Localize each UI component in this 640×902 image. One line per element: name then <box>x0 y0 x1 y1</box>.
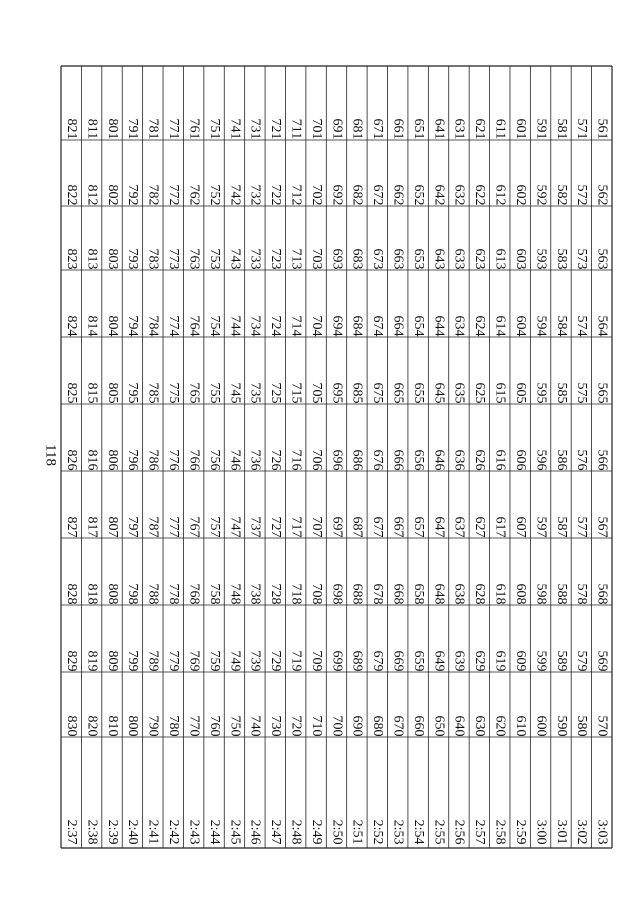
value-cell: 758 <box>206 583 222 605</box>
value-cell: 805 <box>104 382 120 404</box>
value-cell: 725 <box>268 382 284 404</box>
value-cell: 629 <box>472 650 488 672</box>
value-cell: 764 <box>186 315 202 337</box>
value-cell: 796 <box>125 449 141 471</box>
value-cell: 801 <box>104 118 120 140</box>
value-cell: 568 <box>594 583 610 605</box>
value-cell: 776 <box>165 449 181 471</box>
value-cell: 676 <box>370 449 386 471</box>
value-cell: 763 <box>186 248 202 270</box>
value-cell: 589 <box>553 650 569 672</box>
value-cell: 752 <box>206 184 222 206</box>
value-cell: 722 <box>268 184 284 206</box>
value-cell: 699 <box>329 650 345 672</box>
value-cell: 814 <box>84 315 100 337</box>
value-cell: 654 <box>410 315 426 337</box>
value-cell: 657 <box>410 516 426 538</box>
value-cell: 721 <box>268 118 284 140</box>
value-cell: 806 <box>104 449 120 471</box>
value-cell: 645 <box>431 382 447 404</box>
value-cell: 829 <box>63 650 79 672</box>
value-cell: 705 <box>308 382 324 404</box>
value-cell: 754 <box>206 315 222 337</box>
value-cell: 824 <box>63 315 79 337</box>
value-cell: 807 <box>104 516 120 538</box>
time-cell: 2:47 <box>268 819 284 845</box>
value-cell: 716 <box>288 449 304 471</box>
value-cell: 738 <box>247 583 263 605</box>
value-cell: 650 <box>431 715 447 737</box>
value-cell: 771 <box>165 118 181 140</box>
value-cell: 706 <box>308 449 324 471</box>
value-cell: 816 <box>84 449 100 471</box>
value-cell: 736 <box>247 449 263 471</box>
value-cell: 603 <box>512 248 528 270</box>
value-cell: 586 <box>553 449 569 471</box>
value-cell: 726 <box>268 449 284 471</box>
value-cell: 755 <box>206 382 222 404</box>
value-cell: 573 <box>574 248 590 270</box>
table-cells <box>64 119 610 845</box>
value-cell: 591 <box>533 118 549 140</box>
value-cell: 785 <box>145 382 161 404</box>
value-cell: 802 <box>104 184 120 206</box>
value-cell: 789 <box>145 650 161 672</box>
value-cell: 640 <box>451 715 467 737</box>
value-cell: 714 <box>288 315 304 337</box>
value-cell: 702 <box>308 184 324 206</box>
value-cell: 822 <box>63 184 79 206</box>
time-cell: 2:40 <box>125 819 141 845</box>
value-cell: 743 <box>227 248 243 270</box>
value-cell: 713 <box>288 248 304 270</box>
value-cell: 709 <box>308 650 324 672</box>
value-cell: 810 <box>104 715 120 737</box>
value-cell: 581 <box>553 118 569 140</box>
value-cell: 733 <box>247 248 263 270</box>
value-cell: 693 <box>329 248 345 270</box>
value-cell: 636 <box>451 449 467 471</box>
value-cell: 604 <box>512 315 528 337</box>
value-cell: 628 <box>472 583 488 605</box>
value-cell: 691 <box>329 118 345 140</box>
value-cell: 682 <box>349 184 365 206</box>
value-cell: 793 <box>125 248 141 270</box>
value-cell: 723 <box>268 248 284 270</box>
value-cell: 775 <box>165 382 181 404</box>
value-cell: 588 <box>553 583 569 605</box>
value-cell: 610 <box>512 715 528 737</box>
value-cell: 575 <box>574 382 590 404</box>
value-cell: 570 <box>594 715 610 737</box>
value-cell: 585 <box>553 382 569 404</box>
value-cell: 830 <box>63 715 79 737</box>
value-cell: 745 <box>227 382 243 404</box>
value-cell: 786 <box>145 449 161 471</box>
value-cell: 644 <box>431 315 447 337</box>
value-cell: 735 <box>247 382 263 404</box>
value-cell: 620 <box>492 715 508 737</box>
value-cell: 707 <box>308 516 324 538</box>
value-cell: 740 <box>247 715 263 737</box>
value-cell: 661 <box>390 118 406 140</box>
value-cell: 787 <box>145 516 161 538</box>
value-cell: 599 <box>533 650 549 672</box>
value-cell: 593 <box>533 248 549 270</box>
value-cell: 561 <box>594 118 610 140</box>
value-cell: 828 <box>63 583 79 605</box>
time-cell: 2:56 <box>451 819 467 845</box>
value-cell: 679 <box>370 650 386 672</box>
value-cell: 667 <box>390 516 406 538</box>
value-cell: 607 <box>512 516 528 538</box>
value-cell: 803 <box>104 248 120 270</box>
value-cell: 766 <box>186 449 202 471</box>
value-cell: 686 <box>349 449 365 471</box>
value-cell: 718 <box>288 583 304 605</box>
time-cell: 2:44 <box>206 819 222 845</box>
value-cell: 730 <box>268 715 284 737</box>
value-cell: 587 <box>553 516 569 538</box>
value-cell: 616 <box>492 449 508 471</box>
value-cell: 562 <box>594 184 610 206</box>
value-cell: 647 <box>431 516 447 538</box>
value-cell: 761 <box>186 118 202 140</box>
value-cell: 697 <box>329 516 345 538</box>
value-cell: 774 <box>165 315 181 337</box>
time-cell: 2:37 <box>63 819 79 845</box>
value-cell: 637 <box>451 516 467 538</box>
value-cell: 655 <box>410 382 426 404</box>
value-cell: 658 <box>410 583 426 605</box>
value-cell: 739 <box>247 650 263 672</box>
value-cell: 582 <box>553 184 569 206</box>
value-cell: 569 <box>594 650 610 672</box>
value-cell: 672 <box>370 184 386 206</box>
value-cell: 626 <box>472 449 488 471</box>
value-cell: 783 <box>145 248 161 270</box>
time-cell: 2:43 <box>186 819 202 845</box>
time-cell: 2:58 <box>492 819 508 845</box>
value-cell: 668 <box>390 583 406 605</box>
value-cell: 689 <box>349 650 365 672</box>
value-cell: 662 <box>390 184 406 206</box>
value-cell: 681 <box>349 118 365 140</box>
value-cell: 809 <box>104 650 120 672</box>
value-cell: 756 <box>206 449 222 471</box>
value-cell: 818 <box>84 583 100 605</box>
value-cell: 609 <box>512 650 528 672</box>
time-cell: 2:55 <box>431 819 447 845</box>
time-cell: 2:39 <box>104 819 120 845</box>
value-cell: 821 <box>63 118 79 140</box>
value-cell: 563 <box>594 248 610 270</box>
value-cell: 683 <box>349 248 365 270</box>
value-cell: 719 <box>288 650 304 672</box>
value-cell: 673 <box>370 248 386 270</box>
value-cell: 727 <box>268 516 284 538</box>
value-cell: 688 <box>349 583 365 605</box>
value-cell: 797 <box>125 516 141 538</box>
time-cell: 2:45 <box>227 819 243 845</box>
value-cell: 708 <box>308 583 324 605</box>
time-cell: 3:00 <box>533 819 549 845</box>
value-cell: 565 <box>594 382 610 404</box>
value-cell: 798 <box>125 583 141 605</box>
value-cell: 759 <box>206 650 222 672</box>
value-cell: 656 <box>410 449 426 471</box>
value-cell: 633 <box>451 248 467 270</box>
value-cell: 732 <box>247 184 263 206</box>
value-cell: 770 <box>186 715 202 737</box>
value-cell: 597 <box>533 516 549 538</box>
value-cell: 613 <box>492 248 508 270</box>
value-cell: 720 <box>288 715 304 737</box>
value-cell: 744 <box>227 315 243 337</box>
value-cell: 566 <box>594 449 610 471</box>
value-cell: 696 <box>329 449 345 471</box>
value-cell: 748 <box>227 583 243 605</box>
time-cell: 2:52 <box>370 819 386 845</box>
value-cell: 622 <box>472 184 488 206</box>
value-cell: 692 <box>329 184 345 206</box>
time-cell: 2:49 <box>308 819 324 845</box>
value-cell: 704 <box>308 315 324 337</box>
value-cell: 670 <box>390 715 406 737</box>
value-cell: 617 <box>492 516 508 538</box>
value-cell: 590 <box>553 715 569 737</box>
value-cell: 799 <box>125 650 141 672</box>
time-cell: 2:46 <box>247 819 263 845</box>
time-cell: 2:59 <box>512 819 528 845</box>
value-cell: 685 <box>349 382 365 404</box>
time-cell: 2:50 <box>329 819 345 845</box>
value-cell: 729 <box>268 650 284 672</box>
value-cell: 677 <box>370 516 386 538</box>
value-cell: 632 <box>451 184 467 206</box>
value-cell: 600 <box>533 715 549 737</box>
value-cell: 690 <box>349 715 365 737</box>
value-cell: 652 <box>410 184 426 206</box>
value-cell: 700 <box>329 715 345 737</box>
value-cell: 608 <box>512 583 528 605</box>
value-cell: 817 <box>84 516 100 538</box>
value-cell: 635 <box>451 382 467 404</box>
value-cell: 772 <box>165 184 181 206</box>
time-cell: 2:57 <box>472 819 488 845</box>
value-cell: 584 <box>553 315 569 337</box>
value-cell: 790 <box>145 715 161 737</box>
value-cell: 767 <box>186 516 202 538</box>
time-cell: 2:53 <box>390 819 406 845</box>
value-cell: 660 <box>410 715 426 737</box>
value-cell: 757 <box>206 516 222 538</box>
value-cell: 666 <box>390 449 406 471</box>
value-cell: 746 <box>227 449 243 471</box>
value-cell: 784 <box>145 315 161 337</box>
value-cell: 592 <box>533 184 549 206</box>
value-cell: 773 <box>165 248 181 270</box>
value-cell: 747 <box>227 516 243 538</box>
value-cell: 825 <box>63 382 79 404</box>
value-cell: 671 <box>370 118 386 140</box>
value-cell: 618 <box>492 583 508 605</box>
value-cell: 717 <box>288 516 304 538</box>
value-cell: 781 <box>145 118 161 140</box>
value-cell: 788 <box>145 583 161 605</box>
value-cell: 684 <box>349 315 365 337</box>
value-cell: 572 <box>574 184 590 206</box>
time-cell: 3:02 <box>574 819 590 845</box>
value-cell: 820 <box>84 715 100 737</box>
value-cell: 780 <box>165 715 181 737</box>
value-cell: 612 <box>492 184 508 206</box>
value-cell: 577 <box>574 516 590 538</box>
value-cell: 579 <box>574 650 590 672</box>
value-cell: 823 <box>63 248 79 270</box>
value-cell: 623 <box>472 248 488 270</box>
value-cell: 619 <box>492 650 508 672</box>
page-number: 118 <box>42 444 59 466</box>
value-cell: 742 <box>227 184 243 206</box>
value-cell: 782 <box>145 184 161 206</box>
value-cell: 564 <box>594 315 610 337</box>
value-cell: 819 <box>84 650 100 672</box>
value-cell: 596 <box>533 449 549 471</box>
value-cell: 779 <box>165 650 181 672</box>
value-cell: 795 <box>125 382 141 404</box>
time-cell: 2:41 <box>145 819 161 845</box>
value-cell: 731 <box>247 118 263 140</box>
value-cell: 605 <box>512 382 528 404</box>
value-cell: 791 <box>125 118 141 140</box>
value-cell: 642 <box>431 184 447 206</box>
value-cell: 815 <box>84 382 100 404</box>
value-cell: 765 <box>186 382 202 404</box>
value-cell: 728 <box>268 583 284 605</box>
time-cell: 2:38 <box>84 819 100 845</box>
value-cell: 669 <box>390 650 406 672</box>
time-cell: 2:51 <box>349 819 365 845</box>
value-cell: 651 <box>410 118 426 140</box>
value-cell: 594 <box>533 315 549 337</box>
value-cell: 630 <box>472 715 488 737</box>
value-cell: 659 <box>410 650 426 672</box>
value-cell: 680 <box>370 715 386 737</box>
value-cell: 627 <box>472 516 488 538</box>
value-cell: 741 <box>227 118 243 140</box>
value-cell: 703 <box>308 248 324 270</box>
value-cell: 768 <box>186 583 202 605</box>
value-cell: 749 <box>227 650 243 672</box>
value-cell: 698 <box>329 583 345 605</box>
time-cell: 3:03 <box>594 819 610 845</box>
value-cell: 753 <box>206 248 222 270</box>
value-cell: 701 <box>308 118 324 140</box>
value-cell: 769 <box>186 650 202 672</box>
value-cell: 737 <box>247 516 263 538</box>
value-cell: 694 <box>329 315 345 337</box>
value-cell: 615 <box>492 382 508 404</box>
value-cell: 598 <box>533 583 549 605</box>
value-cell: 826 <box>63 449 79 471</box>
value-cell: 653 <box>410 248 426 270</box>
value-cell: 778 <box>165 583 181 605</box>
value-cell: 751 <box>206 118 222 140</box>
time-cell: 2:48 <box>288 819 304 845</box>
value-cell: 808 <box>104 583 120 605</box>
value-cell: 813 <box>84 248 100 270</box>
value-cell: 695 <box>329 382 345 404</box>
value-cell: 624 <box>472 315 488 337</box>
value-cell: 606 <box>512 449 528 471</box>
time-cell: 3:01 <box>553 819 569 845</box>
value-cell: 760 <box>206 715 222 737</box>
value-cell: 750 <box>227 715 243 737</box>
value-cell: 646 <box>431 449 447 471</box>
value-cell: 777 <box>165 516 181 538</box>
value-cell: 602 <box>512 184 528 206</box>
time-cell: 2:54 <box>410 819 426 845</box>
value-cell: 734 <box>247 315 263 337</box>
value-cell: 794 <box>125 315 141 337</box>
value-cell: 583 <box>553 248 569 270</box>
value-cell: 614 <box>492 315 508 337</box>
value-cell: 811 <box>84 118 100 140</box>
value-cell: 611 <box>492 118 508 140</box>
value-cell: 687 <box>349 516 365 538</box>
value-cell: 601 <box>512 118 528 140</box>
value-cell: 631 <box>451 118 467 140</box>
value-cell: 674 <box>370 315 386 337</box>
value-cell: 634 <box>451 315 467 337</box>
value-cell: 621 <box>472 118 488 140</box>
value-cell: 571 <box>574 118 590 140</box>
value-cell: 792 <box>125 184 141 206</box>
value-cell: 649 <box>431 650 447 672</box>
value-cell: 664 <box>390 315 406 337</box>
value-cell: 665 <box>390 382 406 404</box>
value-cell: 641 <box>431 118 447 140</box>
value-cell: 567 <box>594 516 610 538</box>
value-cell: 625 <box>472 382 488 404</box>
value-cell: 638 <box>451 583 467 605</box>
time-cell: 2:42 <box>165 819 181 845</box>
value-cell: 639 <box>451 650 467 672</box>
value-cell: 712 <box>288 184 304 206</box>
value-cell: 663 <box>390 248 406 270</box>
value-cell: 800 <box>125 715 141 737</box>
value-cell: 675 <box>370 382 386 404</box>
value-cell: 576 <box>574 449 590 471</box>
value-cell: 711 <box>288 118 304 140</box>
value-cell: 804 <box>104 315 120 337</box>
value-cell: 648 <box>431 583 447 605</box>
value-cell: 578 <box>574 583 590 605</box>
value-cell: 710 <box>308 715 324 737</box>
value-cell: 715 <box>288 382 304 404</box>
value-cell: 643 <box>431 248 447 270</box>
value-cell: 678 <box>370 583 386 605</box>
value-cell: 812 <box>84 184 100 206</box>
value-cell: 762 <box>186 184 202 206</box>
value-cell: 724 <box>268 315 284 337</box>
value-cell: 827 <box>63 516 79 538</box>
value-cell: 574 <box>574 315 590 337</box>
value-cell: 595 <box>533 382 549 404</box>
value-cell: 580 <box>574 715 590 737</box>
